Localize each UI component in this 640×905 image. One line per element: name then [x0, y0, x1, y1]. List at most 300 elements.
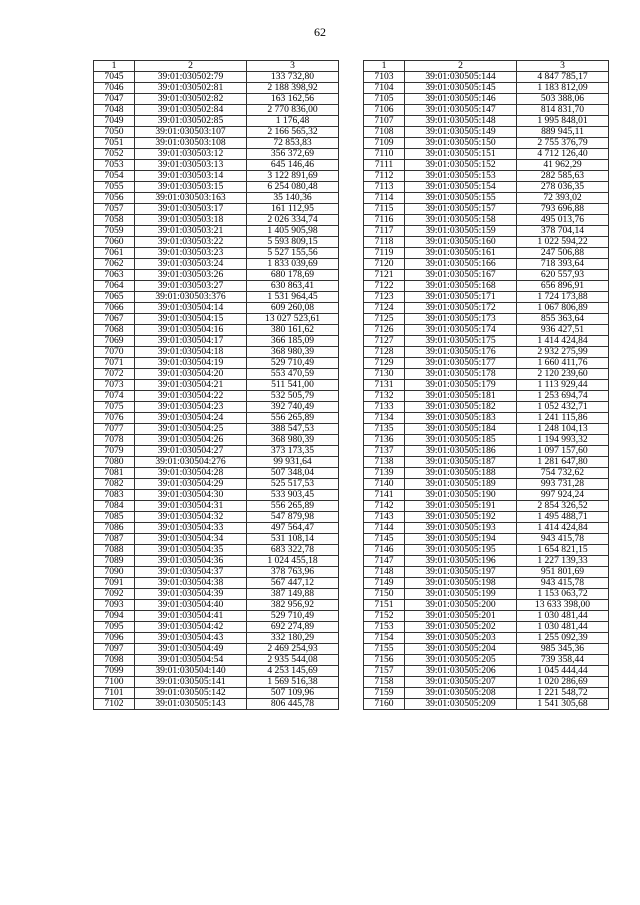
- cadastral-number-cell: 39:01:030504:27: [135, 446, 247, 457]
- cadastral-number-cell: 39:01:030505:151: [405, 149, 517, 160]
- value-cell: 806 445,78: [247, 699, 339, 710]
- table-row: [94, 589, 339, 600]
- cadastral-number-cell: 39:01:030505:185: [405, 435, 517, 446]
- cadastral-number-cell: 39:01:030503:17: [135, 204, 247, 215]
- table-row: [364, 72, 609, 83]
- cadastral-number-cell: 39:01:030504:19: [135, 358, 247, 369]
- row-number-cell: 7108: [364, 127, 405, 138]
- value-cell: 1 022 594,22: [517, 237, 609, 248]
- table-row: [94, 336, 339, 347]
- row-number-cell: 7145: [364, 534, 405, 545]
- row-number-cell: 7101: [94, 688, 135, 699]
- row-number-cell: 7140: [364, 479, 405, 490]
- value-cell: 161 112,95: [247, 204, 339, 215]
- value-cell: 1 045 444,44: [517, 666, 609, 677]
- value-cell: 2 026 334,74: [247, 215, 339, 226]
- value-cell: 1 097 157,60: [517, 446, 609, 457]
- table-row: [94, 534, 339, 545]
- row-number-cell: 7102: [94, 699, 135, 710]
- value-cell: 282 585,63: [517, 171, 609, 182]
- cadastral-number-cell: 39:01:030505:176: [405, 347, 517, 358]
- value-cell: 41 962,29: [517, 160, 609, 171]
- value-cell: 951 801,69: [517, 567, 609, 578]
- cadastral-number-cell: 39:01:030505:179: [405, 380, 517, 391]
- row-number-cell: 7085: [94, 512, 135, 523]
- cadastral-number-cell: 39:01:030504:20: [135, 369, 247, 380]
- row-number-cell: 7059: [94, 226, 135, 237]
- table-row: [94, 501, 339, 512]
- table-row: [364, 380, 609, 391]
- cadastral-number-cell: 39:01:030504:23: [135, 402, 247, 413]
- value-cell: 556 265,89: [247, 501, 339, 512]
- cadastral-number-cell: 39:01:030505:196: [405, 556, 517, 567]
- table-row: [364, 413, 609, 424]
- row-number-cell: 7160: [364, 699, 405, 710]
- value-cell: 4 253 145,69: [247, 666, 339, 677]
- value-cell: 630 863,41: [247, 281, 339, 292]
- cadastral-number-cell: 39:01:030504:37: [135, 567, 247, 578]
- value-cell: 1 253 694,74: [517, 391, 609, 402]
- value-cell: 503 388,06: [517, 94, 609, 105]
- cadastral-number-cell: 39:01:030505:160: [405, 237, 517, 248]
- table-row: [364, 600, 609, 611]
- cadastral-number-cell: 39:01:030505:209: [405, 699, 517, 710]
- header-cell-number: 1: [94, 61, 135, 72]
- row-number-cell: 7120: [364, 259, 405, 270]
- value-cell: 507 109,96: [247, 688, 339, 699]
- table-row: [94, 116, 339, 127]
- table-row: [364, 567, 609, 578]
- table-row: [364, 699, 609, 710]
- table-row: [94, 292, 339, 303]
- left-table: [93, 60, 339, 710]
- cadastral-number-cell: 39:01:030505:167: [405, 270, 517, 281]
- table-row: [94, 369, 339, 380]
- table-row: [94, 358, 339, 369]
- row-number-cell: 7048: [94, 105, 135, 116]
- table-row: [364, 512, 609, 523]
- row-number-cell: 7155: [364, 644, 405, 655]
- table-row: [364, 83, 609, 94]
- value-cell: 680 178,69: [247, 270, 339, 281]
- cadastral-number-cell: 39:01:030502:85: [135, 116, 247, 127]
- table-row: [94, 457, 339, 468]
- table-row: [94, 688, 339, 699]
- value-cell: 533 903,45: [247, 490, 339, 501]
- table-row: [94, 644, 339, 655]
- value-cell: 2 469 254,93: [247, 644, 339, 655]
- table-row: [364, 534, 609, 545]
- table-row: [94, 545, 339, 556]
- table-row: [94, 600, 339, 611]
- table-row: [364, 677, 609, 688]
- cadastral-number-cell: 39:01:030503:22: [135, 237, 247, 248]
- cadastral-number-cell: 39:01:030504:32: [135, 512, 247, 523]
- table-row: [364, 259, 609, 270]
- value-cell: 2 770 836,00: [247, 105, 339, 116]
- cadastral-number-cell: 39:01:030505:168: [405, 281, 517, 292]
- table-row: [364, 94, 609, 105]
- cadastral-number-cell: 39:01:030505:152: [405, 160, 517, 171]
- value-cell: 1 248 104,13: [517, 424, 609, 435]
- value-cell: 609 260,08: [247, 303, 339, 314]
- value-cell: 645 146,46: [247, 160, 339, 171]
- value-cell: 163 162,56: [247, 94, 339, 105]
- row-number-cell: 7118: [364, 237, 405, 248]
- cadastral-number-cell: 39:01:030502:82: [135, 94, 247, 105]
- cadastral-number-cell: 39:01:030504:14: [135, 303, 247, 314]
- cadastral-number-cell: 39:01:030504:43: [135, 633, 247, 644]
- cadastral-number-cell: 39:01:030504:31: [135, 501, 247, 512]
- left-table-header: [94, 61, 339, 72]
- header-cell-value: 3: [247, 61, 339, 72]
- cadastral-number-cell: 39:01:030505:207: [405, 677, 517, 688]
- table-row: [94, 215, 339, 226]
- table-row: [364, 424, 609, 435]
- row-number-cell: 7051: [94, 138, 135, 149]
- table-row: [94, 127, 339, 138]
- value-cell: 1 113 929,44: [517, 380, 609, 391]
- cadastral-number-cell: 39:01:030505:200: [405, 600, 517, 611]
- table-row: [94, 149, 339, 160]
- table-row: [364, 347, 609, 358]
- table-row: [364, 116, 609, 127]
- table-row: [94, 567, 339, 578]
- cadastral-number-cell: 39:01:030504:38: [135, 578, 247, 589]
- table-row: [94, 633, 339, 644]
- cadastral-number-cell: 39:01:030505:149: [405, 127, 517, 138]
- cadastral-number-cell: 39:01:030505:155: [405, 193, 517, 204]
- row-number-cell: 7088: [94, 545, 135, 556]
- cadastral-number-cell: 39:01:030504:34: [135, 534, 247, 545]
- cadastral-number-cell: 39:01:030505:173: [405, 314, 517, 325]
- table-row: [94, 622, 339, 633]
- table-row: [364, 105, 609, 116]
- cadastral-number-cell: 39:01:030503:12: [135, 149, 247, 160]
- cadastral-number-cell: 39:01:030504:25: [135, 424, 247, 435]
- table-row: [364, 545, 609, 556]
- value-cell: 1 660 411,76: [517, 358, 609, 369]
- cadastral-number-cell: 39:01:030502:81: [135, 83, 247, 94]
- value-cell: 2 854 326,52: [517, 501, 609, 512]
- value-cell: 525 517,53: [247, 479, 339, 490]
- table-row: [94, 677, 339, 688]
- value-cell: 1 030 481,44: [517, 611, 609, 622]
- row-number-cell: 7147: [364, 556, 405, 567]
- value-cell: 1 654 821,15: [517, 545, 609, 556]
- table-row: [364, 644, 609, 655]
- cadastral-number-cell: 39:01:030503:108: [135, 138, 247, 149]
- value-cell: 2 188 398,92: [247, 83, 339, 94]
- row-number-cell: 7056: [94, 193, 135, 204]
- cadastral-number-cell: 39:01:030505:143: [135, 699, 247, 710]
- table-row: [364, 490, 609, 501]
- header-cell-cadastral: 2: [405, 61, 517, 72]
- cadastral-number-cell: 39:01:030504:15: [135, 314, 247, 325]
- table-row: [364, 391, 609, 402]
- cadastral-number-cell: 39:01:030505:148: [405, 116, 517, 127]
- table-row: [94, 171, 339, 182]
- row-number-cell: 7144: [364, 523, 405, 534]
- value-cell: 1 153 063,72: [517, 589, 609, 600]
- table-row: [364, 215, 609, 226]
- table-row: [364, 655, 609, 666]
- row-number-cell: 7129: [364, 358, 405, 369]
- cadastral-number-cell: 39:01:030504:39: [135, 589, 247, 600]
- table-row: [94, 105, 339, 116]
- right-table-header: [364, 61, 609, 72]
- value-cell: 380 161,62: [247, 325, 339, 336]
- row-number-cell: 7151: [364, 600, 405, 611]
- value-cell: 366 185,09: [247, 336, 339, 347]
- row-number-cell: 7075: [94, 402, 135, 413]
- row-number-cell: 7062: [94, 259, 135, 270]
- right-table-body: [364, 72, 609, 710]
- row-number-cell: 7086: [94, 523, 135, 534]
- header-cell-value: 3: [517, 61, 609, 72]
- cadastral-number-cell: 39:01:030505:157: [405, 204, 517, 215]
- cadastral-number-cell: 39:01:030505:141: [135, 677, 247, 688]
- row-number-cell: 7123: [364, 292, 405, 303]
- row-number-cell: 7076: [94, 413, 135, 424]
- cadastral-number-cell: 39:01:030505:203: [405, 633, 517, 644]
- table-row: [364, 468, 609, 479]
- table-row: [364, 303, 609, 314]
- row-number-cell: 7060: [94, 237, 135, 248]
- table-row: [94, 259, 339, 270]
- value-cell: 4 712 126,40: [517, 149, 609, 160]
- cadastral-number-cell: 39:01:030505:195: [405, 545, 517, 556]
- row-number-cell: 7077: [94, 424, 135, 435]
- value-cell: 556 265,89: [247, 413, 339, 424]
- value-cell: 985 345,36: [517, 644, 609, 655]
- cadastral-number-cell: 39:01:030504:16: [135, 325, 247, 336]
- table-row: [94, 204, 339, 215]
- table-row: [364, 358, 609, 369]
- table-row: [364, 336, 609, 347]
- value-cell: 943 415,78: [517, 578, 609, 589]
- page-number: 62: [314, 25, 326, 39]
- cadastral-number-cell: 39:01:030503:26: [135, 270, 247, 281]
- table-row: [94, 83, 339, 94]
- cadastral-number-cell: 39:01:030504:17: [135, 336, 247, 347]
- row-number-cell: 7071: [94, 358, 135, 369]
- row-number-cell: 7152: [364, 611, 405, 622]
- value-cell: 1 024 455,18: [247, 556, 339, 567]
- cadastral-number-cell: 39:01:030505:174: [405, 325, 517, 336]
- table-row: [94, 468, 339, 479]
- cadastral-number-cell: 39:01:030505:154: [405, 182, 517, 193]
- value-cell: 278 036,35: [517, 182, 609, 193]
- table-row: [94, 226, 339, 237]
- table-row: [94, 72, 339, 83]
- table-row: [364, 501, 609, 512]
- table-row: [94, 666, 339, 677]
- cadastral-number-cell: 39:01:030504:49: [135, 644, 247, 655]
- cadastral-number-cell: 39:01:030505:197: [405, 567, 517, 578]
- value-cell: 373 173,35: [247, 446, 339, 457]
- table-row: [94, 699, 339, 710]
- table-header-row: [94, 61, 339, 72]
- value-cell: 532 505,79: [247, 391, 339, 402]
- table-row: [94, 523, 339, 534]
- cadastral-number-cell: 39:01:030505:201: [405, 611, 517, 622]
- value-cell: 993 731,28: [517, 479, 609, 490]
- table-row: [94, 160, 339, 171]
- table-row: [364, 193, 609, 204]
- row-number-cell: 7055: [94, 182, 135, 193]
- value-cell: 1 531 964,45: [247, 292, 339, 303]
- row-number-cell: 7132: [364, 391, 405, 402]
- value-cell: 5 593 809,15: [247, 237, 339, 248]
- table-row: [364, 589, 609, 600]
- row-number-cell: 7045: [94, 72, 135, 83]
- value-cell: 368 980,39: [247, 347, 339, 358]
- cadastral-number-cell: 39:01:030505:187: [405, 457, 517, 468]
- table-row: [364, 314, 609, 325]
- value-cell: 35 140,36: [247, 193, 339, 204]
- table-row: [364, 578, 609, 589]
- value-cell: 5 527 155,56: [247, 248, 339, 259]
- value-cell: 1 414 424,84: [517, 336, 609, 347]
- cadastral-number-cell: 39:01:030505:205: [405, 655, 517, 666]
- value-cell: 1 052 432,71: [517, 402, 609, 413]
- row-number-cell: 7149: [364, 578, 405, 589]
- value-cell: 1 241 115,86: [517, 413, 609, 424]
- cadastral-number-cell: 39:01:030502:79: [135, 72, 247, 83]
- cadastral-number-cell: 39:01:030504:54: [135, 655, 247, 666]
- cadastral-number-cell: 39:01:030504:276: [135, 457, 247, 468]
- row-number-cell: 7068: [94, 325, 135, 336]
- table-row: [364, 292, 609, 303]
- value-cell: 814 831,70: [517, 105, 609, 116]
- table-row: [364, 633, 609, 644]
- table-row: [94, 94, 339, 105]
- row-number-cell: 7105: [364, 94, 405, 105]
- table-row: [364, 270, 609, 281]
- row-number-cell: 7122: [364, 281, 405, 292]
- table-row: [364, 138, 609, 149]
- row-number-cell: 7150: [364, 589, 405, 600]
- row-number-cell: 7134: [364, 413, 405, 424]
- row-number-cell: 7061: [94, 248, 135, 259]
- row-number-cell: 7130: [364, 369, 405, 380]
- row-number-cell: 7053: [94, 160, 135, 171]
- value-cell: 1 221 548,72: [517, 688, 609, 699]
- cadastral-number-cell: 39:01:030505:144: [405, 72, 517, 83]
- row-number-cell: 7142: [364, 501, 405, 512]
- value-cell: 1 176,48: [247, 116, 339, 127]
- cadastral-number-cell: 39:01:030503:376: [135, 292, 247, 303]
- value-cell: 1 281 647,80: [517, 457, 609, 468]
- value-cell: 4 847 785,17: [517, 72, 609, 83]
- value-cell: 332 180,29: [247, 633, 339, 644]
- table-row: [364, 369, 609, 380]
- cadastral-number-cell: 39:01:030505:192: [405, 512, 517, 523]
- row-number-cell: 7064: [94, 281, 135, 292]
- cadastral-number-cell: 39:01:030505:202: [405, 622, 517, 633]
- value-cell: 1 414 424,84: [517, 523, 609, 534]
- value-cell: 754 732,62: [517, 468, 609, 479]
- cadastral-number-cell: 39:01:030503:15: [135, 182, 247, 193]
- row-number-cell: 7139: [364, 468, 405, 479]
- value-cell: 943 415,78: [517, 534, 609, 545]
- cadastral-number-cell: 39:01:030504:40: [135, 600, 247, 611]
- row-number-cell: 7093: [94, 600, 135, 611]
- value-cell: 388 547,53: [247, 424, 339, 435]
- cadastral-number-cell: 39:01:030505:188: [405, 468, 517, 479]
- table-row: [364, 127, 609, 138]
- value-cell: 547 879,98: [247, 512, 339, 523]
- row-number-cell: 7092: [94, 589, 135, 600]
- value-cell: 392 740,49: [247, 402, 339, 413]
- value-cell: 718 393,64: [517, 259, 609, 270]
- cadastral-number-cell: 39:01:030504:33: [135, 523, 247, 534]
- row-number-cell: 7136: [364, 435, 405, 446]
- row-number-cell: 7124: [364, 303, 405, 314]
- row-number-cell: 7091: [94, 578, 135, 589]
- row-number-cell: 7057: [94, 204, 135, 215]
- cadastral-number-cell: 39:01:030505:161: [405, 248, 517, 259]
- table-row: [364, 182, 609, 193]
- table-row: [364, 688, 609, 699]
- table-row: [94, 611, 339, 622]
- row-number-cell: 7131: [364, 380, 405, 391]
- row-number-cell: 7153: [364, 622, 405, 633]
- table-row: [364, 325, 609, 336]
- cadastral-number-cell: 39:01:030504:42: [135, 622, 247, 633]
- value-cell: 855 363,64: [517, 314, 609, 325]
- value-cell: 6 254 080,48: [247, 182, 339, 193]
- value-cell: 692 274,89: [247, 622, 339, 633]
- row-number-cell: 7128: [364, 347, 405, 358]
- table-row: [94, 402, 339, 413]
- table-row: [94, 413, 339, 424]
- cadastral-number-cell: 39:01:030505:142: [135, 688, 247, 699]
- value-cell: 1 030 481,44: [517, 622, 609, 633]
- table-row: [94, 578, 339, 589]
- table-row: [94, 347, 339, 358]
- table-row: [364, 446, 609, 457]
- cadastral-number-cell: 39:01:030505:191: [405, 501, 517, 512]
- cadastral-number-cell: 39:01:030505:206: [405, 666, 517, 677]
- cadastral-number-cell: 39:01:030504:21: [135, 380, 247, 391]
- row-number-cell: 7158: [364, 677, 405, 688]
- cadastral-number-cell: 39:01:030505:159: [405, 226, 517, 237]
- cadastral-number-cell: 39:01:030504:24: [135, 413, 247, 424]
- cadastral-number-cell: 39:01:030503:13: [135, 160, 247, 171]
- value-cell: 13 633 398,00: [517, 600, 609, 611]
- row-number-cell: 7046: [94, 83, 135, 94]
- row-number-cell: 7047: [94, 94, 135, 105]
- row-number-cell: 7070: [94, 347, 135, 358]
- table-row: [94, 314, 339, 325]
- table-row: [94, 193, 339, 204]
- table-row: [94, 435, 339, 446]
- table-row: [94, 479, 339, 490]
- value-cell: 2 755 376,79: [517, 138, 609, 149]
- cadastral-number-cell: 39:01:030505:189: [405, 479, 517, 490]
- value-cell: 378 704,14: [517, 226, 609, 237]
- value-cell: 1 833 039,69: [247, 259, 339, 270]
- row-number-cell: 7148: [364, 567, 405, 578]
- cadastral-number-cell: 39:01:030504:28: [135, 468, 247, 479]
- cadastral-number-cell: 39:01:030504:29: [135, 479, 247, 490]
- cadastral-number-cell: 39:01:030505:182: [405, 402, 517, 413]
- value-cell: 382 956,92: [247, 600, 339, 611]
- cadastral-number-cell: 39:01:030503:24: [135, 259, 247, 270]
- table-row: [364, 556, 609, 567]
